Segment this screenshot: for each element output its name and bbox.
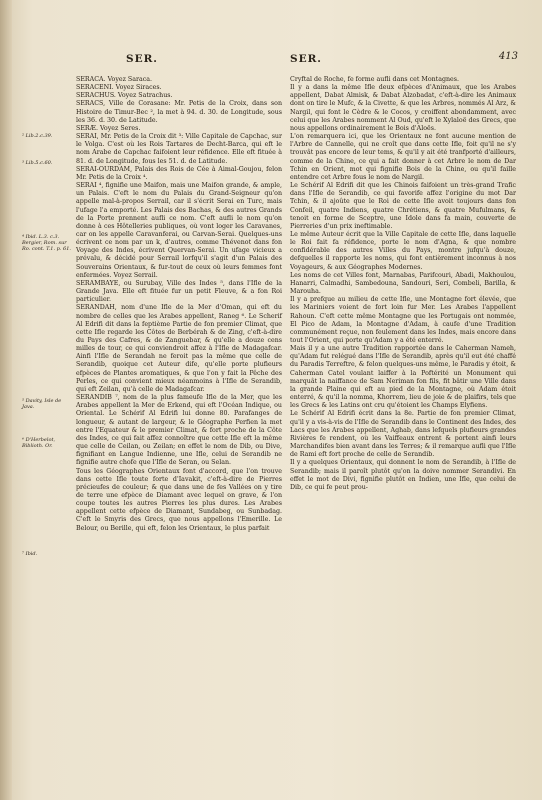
entry-paragraph: SERACENI. Voyez Siraces. <box>76 84 162 92</box>
entry-paragraph: Il y a dans la même Ifle deux efpèces d'Animaux, que les Arabes appellent, Dabat Almisk, & Dabat Alzobadat, c'eft-à-dire les Animaux dont on tire le Mufc, & la Civette, & que les Arbres, nommés Al Arz, & Nargil, qui font le Cèdre & le Cocos, y croiffent abondamment, avec celui que les Arabes nomment Al Oud, qu'eft le Xylaloë des Grecs, que nous appellons ordinairement le Bois d'Aloës. <box>290 84 516 132</box>
entry-paragraph: SERÆ. Voyez Seres. <box>76 124 141 132</box>
entry-paragraph: SERAI-OURDAM, Palais des Rois de Cée à Aimal-Goujou, felon Mr. Petis de la Croix ⁴. <box>76 165 282 181</box>
entry-paragraph: SERAI, Mr. Petis de la Croix dit ³: Ville Capitale de Capchac, sur le Volga. C'est où les Rois Tartares de Decht-Barca, qui eft le nom Arabe de Capchac faifoient leur réfidence. Elle eft fituée à 81. d. de Longitude, fous les 51. d. de Latitude. <box>76 133 282 165</box>
left-column <box>76 76 282 533</box>
entry-paragraph: SERACS, Ville de Corasane: Mr. Petis de la Croix, dans son Histoire de Timur-Bec ², la met à 94. d. 30. de Longitude, sous les 36. d. 30. de Latitude. <box>76 100 282 124</box>
margin-note: ³ Lib.5.c.60. <box>22 160 53 166</box>
entry-paragraph: SERAI ⁴, fignifie une Maifon, mais une Maifon grande, & ample, un Palais. C'eft le nom du Palais du Grand-Seigneur qu'on appelle mal-à-propos Serrail, car il s'écrit Serai en Turc, mais l'ufage l'a emporté. Les Palais des Bachas, & des autres Grands de la Porte prennent aufli ce nom. C'eft aufli le nom qu'on donne à ces Hôtelleries publiques, où vont loger les Caravanes, car on les appelle Caravanferai, ou Carvan-Serai. Quelques-uns écrivent ce nom par un k, d'autres, comme Thévenot dans fon Voyage des Indes, écrivent Quervan-Serai. Un ufage vicieux a prévalu, & décidé pour Serrail lorfqu'il s'agit d'un Palais des Souverains Orientaux, & fur-tout de ceux où leurs femmes font enfermées. Voyez Serrail. <box>76 182 282 279</box>
margin-note: ⁶ D'Herbelot, Biblioth. Or. <box>22 437 56 450</box>
running-head-center: SER. <box>290 53 322 65</box>
entry-paragraph: SERACA. Voyez Saraca. <box>76 76 153 83</box>
entry-paragraph: L'on remarquera ici, que les Orientaux ne font aucune mention de l'Arbre de Cannelle, qui ne croît que dans cette Ifle, foit qu'il ne s'y trouvât pas encore de leur tems, & qu'il y ait été tranfporté d'ailleurs, comme de la Chine, ce qui a fait donner à cet Arbre le nom de Dar Tchin en Orient, mot qui fignifie Bois de la Chine, ou qu'il faille entendre cet Arbre fous le nom de Nargil. <box>290 133 516 181</box>
margin-note: ² Lib.2.c.39. <box>22 133 53 139</box>
right-column <box>290 76 516 492</box>
entry-paragraph: Il y a quelques Orientaux, qui donnent le nom de Serandib, à l'Ifle de Serandib; mais il paroît plutôt qu'on la doive nommer Serandivi. En effet le mot de Divi, fignifie plutôt en Indien, une Ifle, que celui de Dib, ce qui fe peut prou- <box>290 459 516 491</box>
entry-paragraph: SERACHUS. Voyez Satrachus. <box>76 92 173 100</box>
running-head-left: SER. <box>126 53 158 65</box>
entry-paragraph: Il y a prefque au milieu de cette Ifle, une Montagne fort élevée, que les Mariniers voient de fort loin fur Mer. Les Arabes l'appellent Rahoun. C'eft cette même Montagne que les Portugais ont nommée, El Pico de Adam, la Montagne d'Adam, à caufe d'une Tradition communément reçue, non feulement dans les Indes, mais encore dans tout l'Orient, qui porte qu'Adam y a été enterré. <box>290 296 516 344</box>
entry-paragraph: Les noms de cet Villes font, Marnabas, Parifcouri, Abadi, Makhoulou, Hanarri, Calmadhi, Sambedouna, Sandouri, Seri, Combeli, Barilla, & Marouha. <box>290 271 516 296</box>
margin-note: ⁷ Ibid. <box>22 551 38 557</box>
entry-paragraph: SERAMBAYE, ou Surubay, Ville des Indes ⁵, dans l'Ifle de la Grande Java. Elle eft fituée fur un petit Fleuve, & a fon Roi particulier. <box>76 279 282 304</box>
entry-paragraph: Le même Auteur écrit que la Ville Capitale de cette Ifle, dans laquelle le Roi fait fa réfidence, porte le nom d'Agna, & que nombre confidérable des autres Villes du Pays, montre jufqu'à douze, defquelles il rapporte les noms, qui font entièrement inconnus à nos Voyageurs, & aux Géographes Modernes. <box>290 230 516 271</box>
entry-paragraph: Le Schérif Al Edrifi dit que les Chinois faifoient un très-grand Trafic dans l'Ifle de Serandib, ce qui favorife affez l'origine du mot Dar Tchin, & il ajoûte que le Roi de cette Ifle avoit toujours dans fon Confeil, quatre Indiens, quatre Chrétiens, & quatre Mufulmans, & tenoit en forme de Sceptre, une Idole dans fa main, couverte de Pierreries d'un prix ineftimable. <box>290 182 516 230</box>
entry-paragraph: Tous les Géographes Orientaux font d'accord, que l'on trouve dans cette Ifle toute forte d'Iavakit, c'eft-à-dire de Pierres précieufes de couleur; & que dans une de fes Vallées on y tire de terre une efpèce de Diamant avec lequel on grave, & l'on coupe toutes les autres Pierres les plus dures. Les Arabes appellent cette efpèce de Diamant, Sundabeg, ou Sunbadag. C'eft le Smyris des Grecs, que nous appellons l'Emerille. Le Belour, ou Berille, qui eft, felon les Orientaux, le plus parfait <box>76 467 282 532</box>
entry-paragraph: SERANDAH, nom d'une Ifle de la Mer d'Oman, qui eft du nombre de celles que les Arabes appellent, Raneg ⁶. Le Scherif Al Edrifi dit dans la feptième Partie de fon premier Climat, que cette Ifle regarde les Côtes de Berbérah & de Zing, c'eft-à-dire du Pays des Cafres, & de Zanguebar, & qu'elle a douze cens milles de tour, ce qui conviendroit affez à l'Ifle de Madagafcar. Ainfi l'Ifle de Serandah ne feroit pas la même que celle de Serandib, quoique cet Auteur dife, qu'elle porte plufieurs efpèces de Plantes aromatiques, & que l'on y fait la Pêche des Perles, ce qui convient mieux néanmoins à l'Ifle de Serandib, qui eft Zeilan, qu'à celle de Madagafcar. <box>76 304 282 393</box>
book-spine-shadow <box>0 0 12 800</box>
entry-paragraph: Cryftal de Roche, fe forme aufli dans cet Montagnes. <box>290 76 460 83</box>
entry-paragraph: SERANDIB ⁷, nom de la plus fameufe Ifle de la Mer, que les Arabes appellent la Mer de Erkend, qui eft l'Océan Indique, ou Oriental. Le Schérif Al Edrifi lui donne 80. Parafanges de longueur, & autant de largeur, & le Géographe Perfien la met entre l'Equateur & le premier Climat, & fort proche de la Côte des Indes, ce qui fait affez connoître que cette Ifle eft la même que celle de Ceilan, ou Zeilan; en effet le nom de Dib, ou Dive, fignifiant en Langue Indienne, une Ifle, celui de Serandib ne fignifie autre chofe que l'Ifle de Seran, ou Selan. <box>76 394 282 467</box>
page-number: 413 <box>498 51 518 62</box>
margin-note: ⁵ Davity, Isle de Java. <box>22 398 62 411</box>
entry-paragraph: Mais il y a une autre Tradition rapportée dans le Caherman Nameh, qu'Adam fut relégué dans l'Ifle de Serandib, après qu'il eut été chaffé du Paradis Terreftre, & felon quelques-uns même, le Paradis y étoit, & Caherman Catel voulant laiffer à la Poftérité un Monument qui marquât la naiffance de Sam Neriman fon fils, fit bâtir une Ville dans la grande Plaine qui eft au pied de la Montagne, où Adam étoit enterré, & qu'il la nomma, Khorrem, lieu de joie & de plaifirs, tels que les Grecs & les Latins ont cru qu'étoient les Champs Elyfiens. <box>290 345 516 410</box>
entry-paragraph: Le Schérif Al Edrifi écrit dans la 8e. Partie de fon premier Climat, qu'il y a vis-à-vis de l'Ifle de Serandib dans le Continent des Indes, des Lacs que les Arabes appellent, Aghab, dans lefquels plufieurs grandes Rivières fe rendent, où les Vaiffeaux entrent & portent ainfi leurs Marchandifes bien avant dans les Terres; & il remarque aufli que l'Ifle de Rami eft fort proche de celle de Serandib. <box>290 410 516 459</box>
margin-note: ⁴ Ibid. L.3. c.3. Bergier, Rom. sur Ro. cont. T.1. p. 61. <box>22 234 71 253</box>
